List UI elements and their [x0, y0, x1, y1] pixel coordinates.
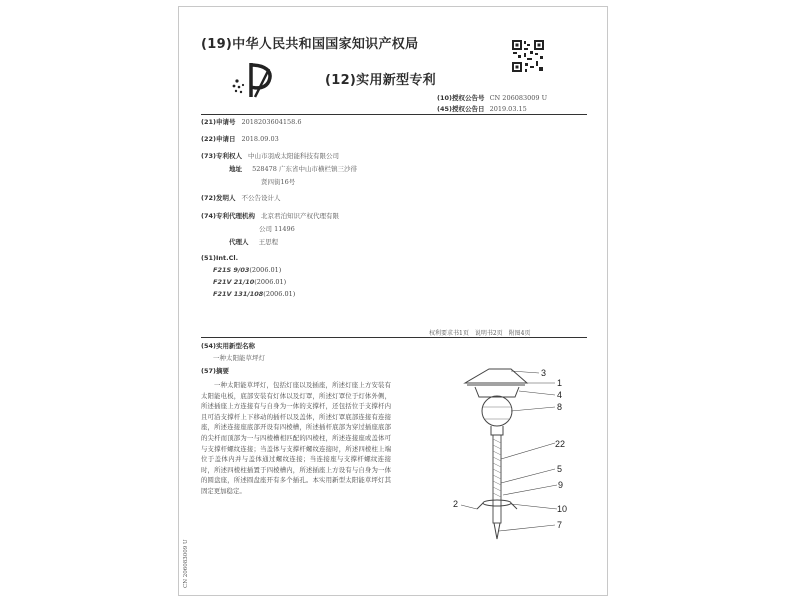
patent-office-heading: (19)中华人民共和国国家知识产权局	[201, 37, 419, 52]
address-line-1: 528478 广东省中山市横栏镇三沙徘	[252, 165, 357, 173]
ipc-code: F21S 9/03	[213, 266, 250, 274]
callout-label: 10	[557, 504, 568, 514]
agency-field	[201, 211, 339, 222]
address-field	[229, 164, 357, 175]
publication-date-label: (45)授权公告日	[437, 105, 485, 113]
callout-label: 1	[557, 378, 563, 388]
lampshade-outline	[482, 396, 512, 426]
agent-field	[229, 237, 278, 248]
field-label: 专利代理机构	[216, 212, 255, 220]
field-label: 申请号	[216, 118, 236, 126]
agent-label: 代理人	[229, 238, 249, 246]
agent-value: 王思程	[258, 238, 279, 246]
field-code: (22)	[201, 135, 216, 143]
publication-date	[437, 104, 527, 113]
ipc-entry	[213, 290, 295, 298]
patentee-value: 中山市羽成太阳能科技有限公司	[248, 152, 339, 160]
connecting-seat-outline	[491, 426, 503, 435]
publication-number	[437, 93, 547, 102]
field-code: (21)	[201, 118, 216, 126]
agency-continuation	[259, 224, 295, 235]
field-label: 摘要	[216, 367, 229, 375]
field-code: (51)	[201, 254, 216, 262]
ipc-entry	[213, 266, 281, 274]
disc-seat-outline	[483, 500, 511, 506]
qr-code-icon	[511, 39, 545, 73]
field-code: (57)	[201, 367, 216, 375]
address-line-2: 贤四街16号	[261, 178, 296, 186]
ipc-entry	[213, 278, 286, 286]
callout-label: 9	[558, 480, 564, 490]
field-code: (73)	[201, 152, 216, 160]
field-code: (54)	[201, 342, 216, 350]
side-publication-number: CN 206083009 U	[183, 539, 189, 588]
filing-date-value: 2018.09.03	[241, 135, 279, 143]
int-cl-field	[201, 253, 238, 264]
lamp-cap-outline	[465, 369, 527, 383]
ipc-code: F21V 131/108	[213, 290, 264, 298]
publication-number-label: (10)授权公告号	[437, 94, 485, 102]
patent-office-logo-icon	[229, 59, 277, 101]
callout-label: 7	[557, 520, 563, 530]
field-label: 申请日	[216, 135, 236, 143]
patent-type-heading: (12)实用新型专利	[325, 73, 436, 88]
agency-line-2: 公司 11496	[259, 225, 295, 233]
abstract-text: 一种太阳能草坪灯，包括灯座以及插座，所述灯座上方安装有太阳能电板，底部安装有灯体以及灯罩，所述灯罩位于灯体外侧，所述插座上方连接有与自身为一体的支撑杆，还包括位于支撑杆内且可沿支撑杆上下移动的插杆以及盖体，所述灯罩底部连接有连接座，所述连接座底部开设有四棱槽，所述插杆底部为穿过插座底部的尖杆而顶部为一与四棱槽相匹配的四棱柱，所述连接座或盖体可与支撑杆螺纹连接；当盖体与支撑杆螺纹连接时，所述四棱柱上端位于盖体内并与盖体通过螺纹连接；当连接座与支撑杆螺纹连接时，所述四棱柱插置于四棱槽内，所述插座上方设有与自身为一体的圆盘座，所述圆盘座开有多个插孔。本实用新型太阳能草坪灯其固定更加稳定。	[201, 381, 391, 495]
callout-label: 3	[541, 368, 547, 378]
lamp-drawing	[427, 363, 577, 543]
ipc-code: F21V 21/10	[213, 278, 255, 286]
utility-model-title-field	[201, 341, 255, 352]
application-number-field	[201, 117, 301, 128]
callout-label: 22	[555, 439, 566, 449]
ipc-version: (2006.01)	[249, 266, 282, 274]
callout-label: 4	[557, 390, 563, 400]
header-rule	[201, 114, 587, 115]
utility-model-title-value: 一种太阳能草坪灯	[213, 354, 265, 362]
page-counts: 权利要求书1页 说明书2页 附图4页	[429, 330, 531, 337]
inventor-field	[201, 193, 281, 204]
filing-date-field	[201, 134, 279, 145]
field-label: 发明人	[216, 194, 236, 202]
field-code: (72)	[201, 194, 216, 202]
publication-date-value: 2019.03.15	[489, 105, 527, 113]
patentee-field	[201, 151, 339, 162]
utility-model-title	[213, 353, 265, 364]
callout-label: 5	[557, 464, 563, 474]
patent-page	[178, 6, 608, 596]
callout-label: 2	[453, 499, 459, 509]
inventor-value: 不公告设计人	[241, 194, 281, 202]
field-label: 实用新型名称	[216, 342, 255, 350]
agency-line-1: 北京君泊知识产权代理有限	[261, 212, 339, 220]
ipc-version: (2006.01)	[254, 278, 287, 286]
abstract-heading	[201, 366, 229, 377]
callout-label: 8	[557, 402, 563, 412]
field-label: 专利权人	[216, 152, 242, 160]
field-label: Int.Cl.	[216, 254, 239, 262]
publication-number-value: CN 206083009 U	[489, 94, 548, 102]
address-label: 地址	[229, 165, 242, 173]
ipc-version: (2006.01)	[263, 290, 296, 298]
field-code: (74)	[201, 212, 216, 220]
section-rule	[201, 337, 587, 338]
application-number-value: 2018203604158.6	[241, 118, 302, 126]
address-continuation	[261, 177, 295, 188]
